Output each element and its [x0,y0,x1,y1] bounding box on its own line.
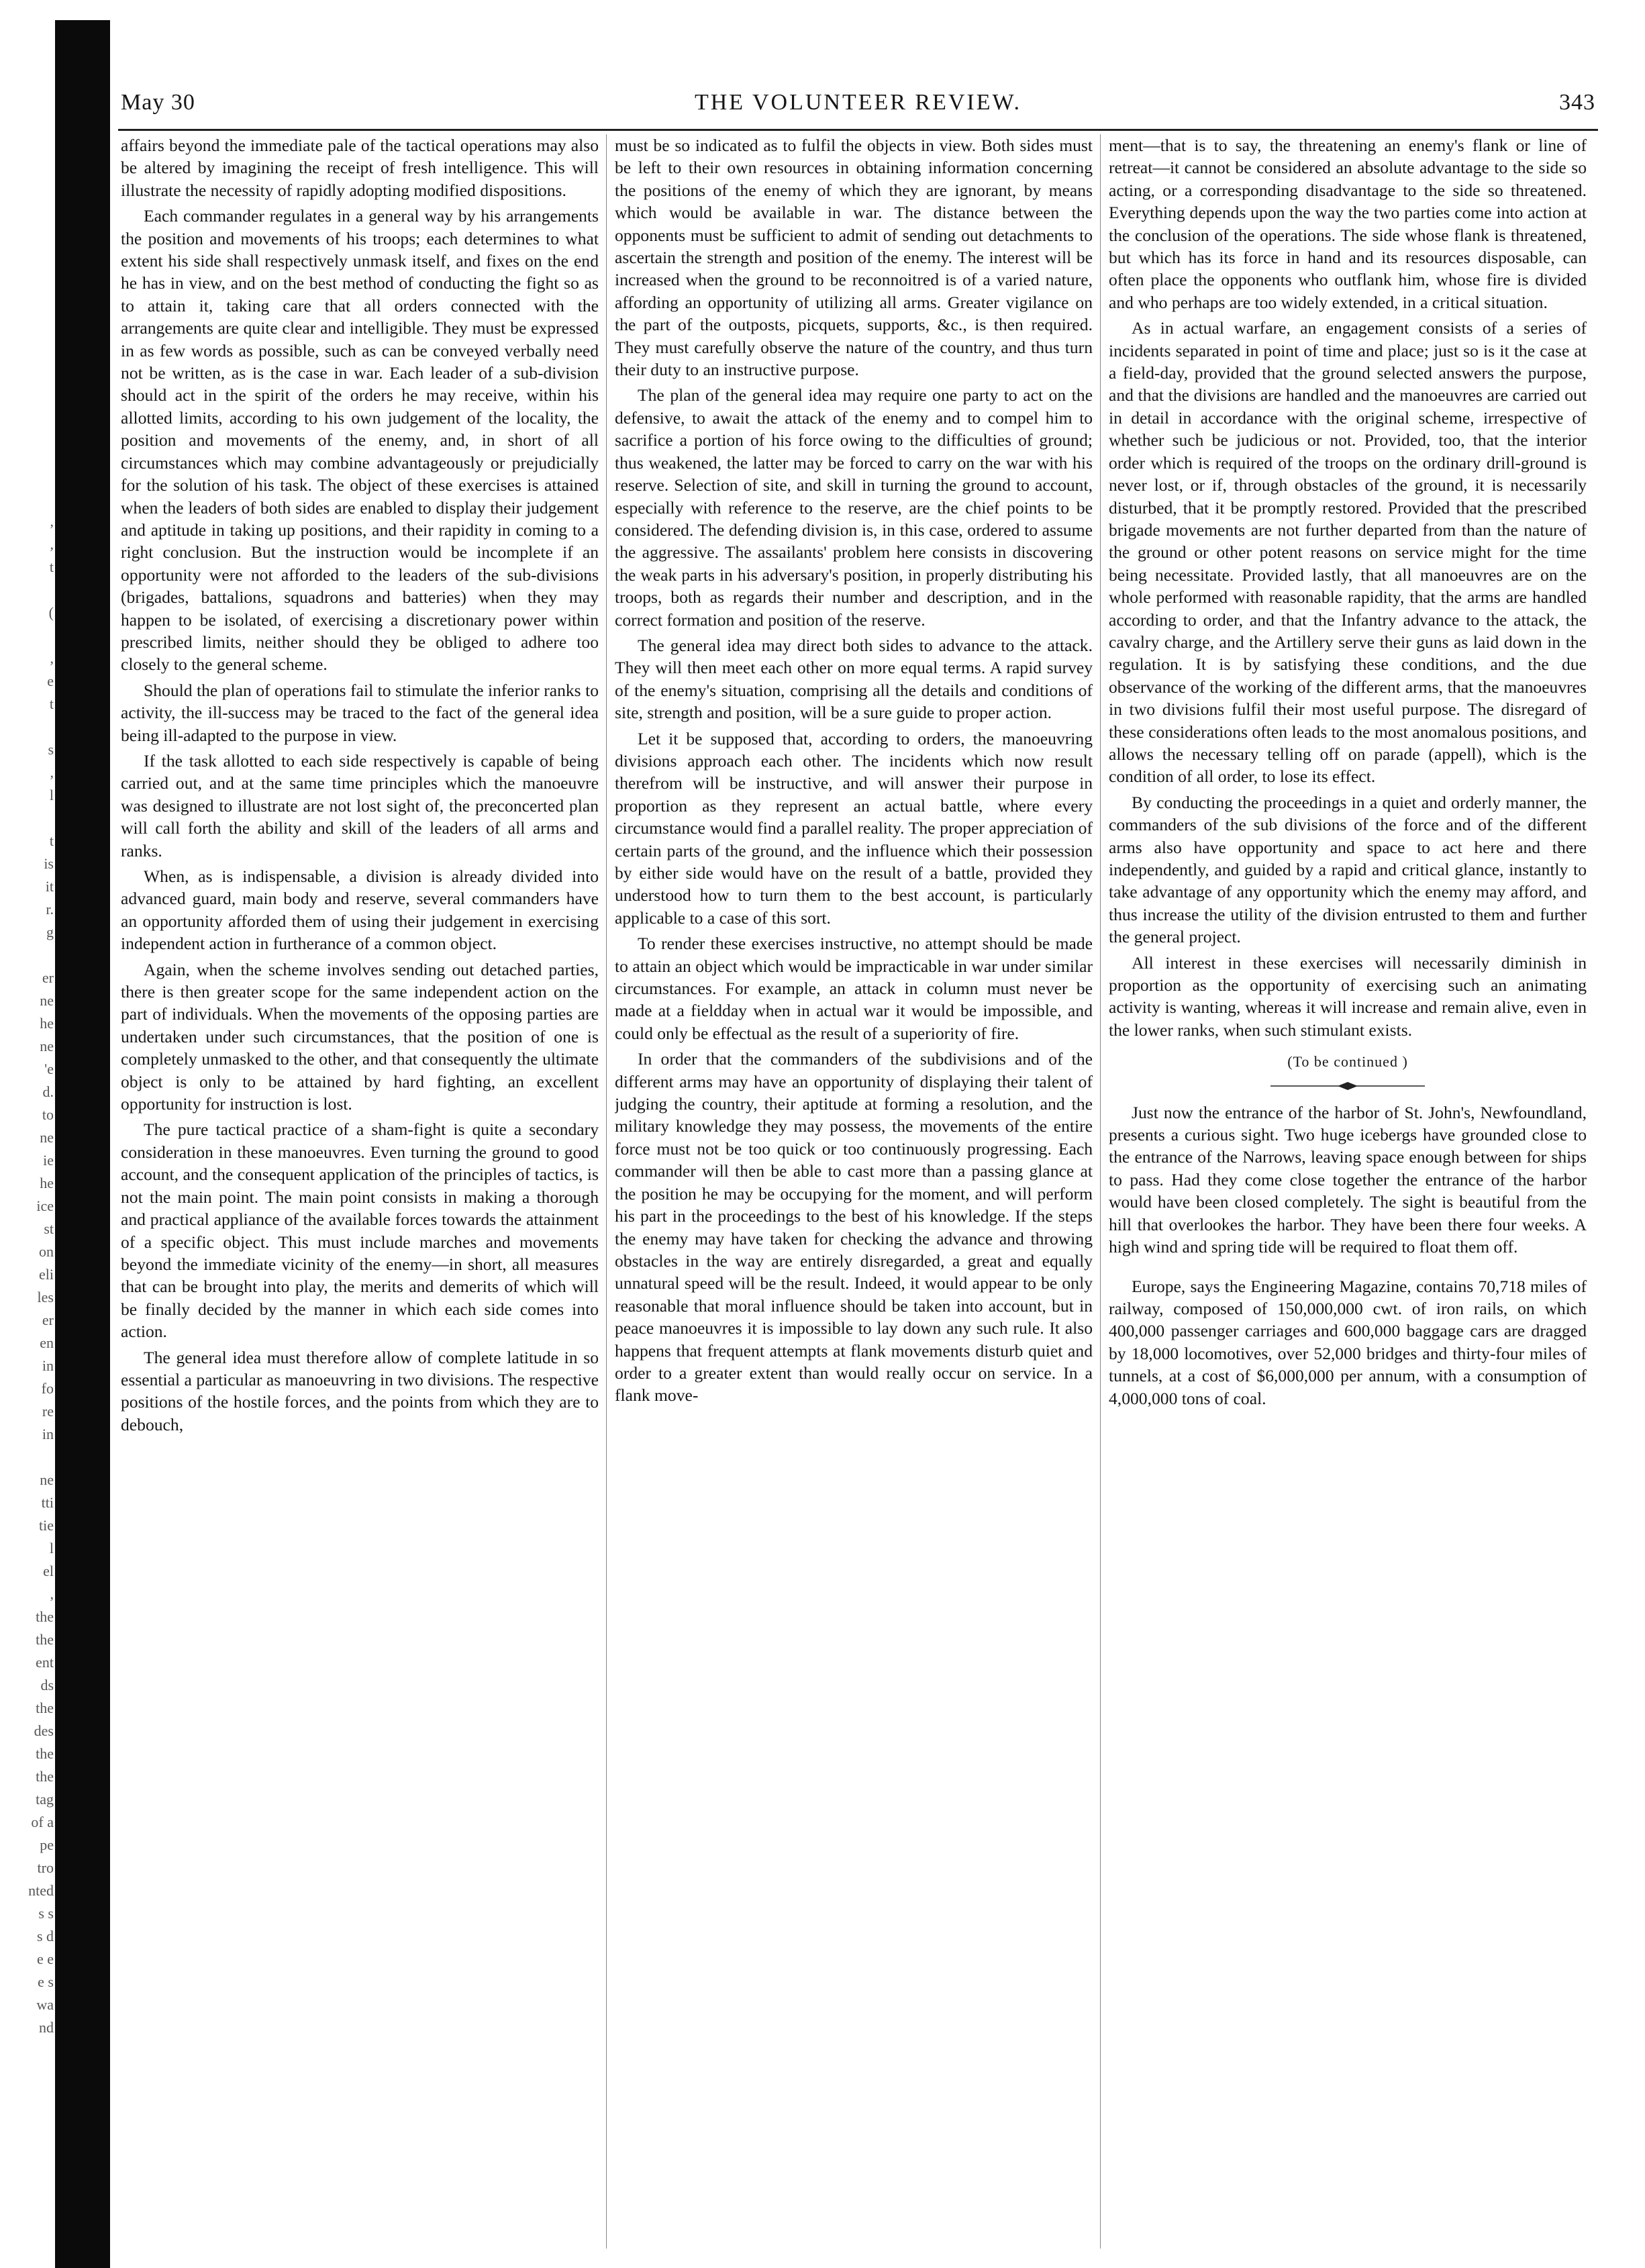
paragraph: Again, when the scheme involves sending out detached parties, there is then greater scope for the same independent action on the part of individuals. When the movements of the opposing parties are undertaken under such circumstances, that the position of one is completely unmasked to the other, and that consequently the ultimate object is only to be attained by hard fighting, an excellent opportunity for instruction is lost. [121,959,599,1114]
running-header [118,86,1598,126]
paragraph: must be so indicated as to fulfil the objects in view. Both sides must be left to their own resources in obtaining information concerning the positions of the enemy of which they are ignorant, by means which would be available in war. The distance between the opponents must be sufficient to admit of sending out detachments to ascertain the strength and position of the enemy. The interest will be increased when the ground to be reconnoitred is of a varied nature, affording an opportunity of utilizing all arms. Greater vigilance on the part of the outposts, picquets, supports, &c., is then required. They must carefully observe the nature of the country, and thus turn their duty to an instructive purpose. [615,136,1093,380]
header-rule [118,129,1598,131]
binding-edge [55,20,110,2268]
news-item: Europe, says the Engineering Magazine, contains 70,718 miles of railway, composed of 150,000,000 cwt. of iron rails, on which 400,000 passenger carriages and 600,000 baggage cars are dragged by 18,000 locomotives, over 52,000 bridges and thirty-four miles of tunnels, at a cost of $6,000,000 per annum, with a consumption of 4,000,000 tons of coal. [1109,1276,1587,1408]
paragraph: When, as is indispensable, a division is already divided into advanced guard, main body and reserve, several commanders have an opportunity afforded them of using their judgement in exercising independent action in furtherance of a common object. [121,867,599,954]
section-divider-ornament [1270,1080,1425,1092]
page-number: 343 [1559,90,1595,115]
news-item: Just now the entrance of the harbor of St. John's, Newfoundland, presents a curious sight. Two huge icebergs have grounded close to the entrance of the Narrows, leaving space enough between for ships to pass. Had they come close together the entrance of the harbor would have been closed completely. The sight is beautiful from the hill that overlookes the harbor. They have been there four weeks. A high wind and spring tide will be required to float them off. [1109,1102,1587,1257]
paragraph: All interest in these exercises will necessarily diminish in proportion as the opportunity of exercising such an animating activity is wanting, whereas it will increase and remain alive, even in the lower ranks, when such stimulant exists. [1109,952,1587,1040]
paragraph: The general idea may direct both sides to advance to the attack. They will then meet each other on more equal terms. A rapid survey of the enemy's situation, comprising all the details and conditions of site, strength and position, will be a sure guide to proper action. [615,635,1093,723]
column-divider [1100,134,1101,2249]
paragraph: To render these exercises instructive, no attempt should be made to attain an object which would be impracticable in war under similar circumstances. For example, an attack in column must never be made at a fieldday when in actual war it would be impossible, and could only be effectual as the result of a superiority of fire. [615,934,1093,1043]
paragraph: If the task allotted to each side respectively is capable of being carried out, and at the same time principles which the manoeuvre was designed to illustrate are not lost sight of, the preconcerted plan will call forth the ability and skill of the leaders of all arms and ranks. [121,750,599,860]
paragraph: The general idea must therefore allow of complete latitude in so essential a particular as manoeuvring in two divisions. The respective positions of the hostile forces, and the points from which they are to debouch, [121,1347,599,1434]
column-2 [615,134,1093,2255]
paragraph: Each commander regulates in a general way by his arrangements the position and movements of his troops; each determines to what extent his side shall respectively unmask itself, and fixes on the end he has in view, and on the best method of conducting the fight so as to attain it, taking care that all orders connected with the arrangements are quite clear and intelligible. They must be expressed in as few words as possible, such as can be conveyed verbally need not be written, as is the case in war. Each leader of a sub-division should act in the spirit of the orders he may receive, within his allotted limits, according to his own judgement of the locality, the position and movements of the enemy, and, in short of all circumstances which may combine advantageously or prejudicially for the solution of his task. The object of these exercises is attained when the leaders of both sides are enabled to display their judgement and aptitude in taking up positions, and their rapidity in coming to a right conclusion. But the instruction would be incomplete if an opportunity were not afforded to the leaders of the sub-divisions (brigades, battalions, squadrons and batteries) when they may happen to be isolated, of exercising a discretionary power within prescribed limits, neither should they be obliged to adhere too closely to the general scheme. [121,206,599,675]
paragraph: Let it be supposed that, according to orders, the manoeuvring divisions approach each other. The incidents which now result therefrom will be instructive, and will answer their purpose in proportion as they represent an actual battle, where every circumstance would find a parallel reality. The proper appreciation of certain parts of the ground, and the influence which their possession by either side would have on the result of a battle, provided they understood how to turn them to the best account, is particularly applicable to a case of this sort. [615,728,1093,928]
paragraph: In order that the commanders of the subdivisions and of the different arms may have an opportunity of displaying their talent of judging the country, their aptitude at forming a resolution, and the military knowledge they may possess, the movements of the entire force must not be too quick or too continuously progressing. Each commander will then be able to cast more than a passing glance at the position he may be occupying for the moment, and will perform his part in the proceedings to the best of his knowledge. If the steps the enemy may have taken for checking the advance and throwing obstacles in the way are entirely disregarded, a great and equally unnatural speed will be the result. Indeed, it would appear to be only reasonable that moral influence should be taken into account, but in peace manoeuvres it is impossible to lay down any such rule. It also happens that frequent attempts at flank movements disturb quiet and order to a greater extent than would really occur on service. In a flank move- [615,1049,1093,1406]
column-divider [606,134,607,2249]
paragraph: ment—that is to say, the threatening an enemy's flank or line of retreat—it cannot be considered an absolute advantage to the side so acting, or a corresponding disadvantage to the side so threatened. Everything depends upon the way the two parties come into action at the conclusion of the operations. The side whose flank is threatened, but which has its force in hand and its resources disposable, can often place the opponents who outflank him, whose fire is divided and who perhaps are too widely extended, in a critical situation. [1109,136,1587,312]
header-date: May 30 [121,90,195,115]
to-be-continued-note: (To be continued ) [1287,1053,1408,1071]
column-3 [1109,134,1587,2255]
column-1 [121,134,599,2255]
spacer [1109,1262,1587,1275]
paragraph: By conducting the proceedings in a quiet and orderly manner, the commanders of the sub divisions of the force and of the different arms also have opportunity and space to act here and there independently, and guided by a rapid and critical glance, instantly to take advantage of any opportunity which the enemy may afford, and thus increase the utility of the division entrusted to them and further the general project. [1109,792,1587,947]
header-title: THE VOLUNTEER REVIEW. [694,90,1021,115]
paragraph: The pure tactical practice of a sham-fight is quite a secondary consideration in these manoeuvres. Even turning the ground to good account, and the consequent application of the principles of tactics, is not the main point. The main point consists in making a thorough and practical appliance of the available forces towards the attainment of a specific object. This must include marches and movements beyond the immediate vicinity of the enemy—in short, all measures that can be brought into play, the merits and demerits of which will be finally decided by the manner in which each side comes into action. [121,1120,599,1342]
paragraph: affairs beyond the immediate pale of the tactical operations may also be altered by imagining the receipt of fresh intelligence. This will illustrate the necessity of rapidly adopting modified dispositions. [121,136,599,200]
paragraph: As in actual warfare, an engagement consists of a series of incidents separated in point of time and place; just so is it the case at a field-day, provided that the ground selected answers the purpose, and that the divisions are handled and the manoeuvres are carried out in detail in accordance with the original scheme, irrespective of whether such be judicious or not. Provided, too, that the interior order which is required of the troops on the ordinary drill-ground is never lost, or if, through obstacles of the ground, it is necessarily disturbed, that it be promptly restored. Provided that the prescribed brigade movements are not further departed from than the nature of the ground or other potent reasons on service might for the time being necessitate. Provided lastly, that all manoeuvres are on the whole performed with reasonable rapidity, that the arms are handled according to order, and that the Infantry advance to the attack, the cavalry charge, and the Artillery serve their guns as laid down in the regulation. It is by satisfying these conditions, and the due observance of the working of the different arms, that the manoeuvres in two divisions fulfil their most useful purpose. The disregard of these considerations often leads to the most anomalous positions, and allows the necessary telling off on parade (appell), which is the condition of all order, to lose its effect. [1109,318,1587,787]
paragraph: The plan of the general idea may require one party to act on the defensive, to await the attack of the enemy and to compel him to sacrifice a portion of his force owing to the difficulties of ground; thus weakened, the latter may be forced to carry on the war with his reserve. Selection of site, and skill in turning the ground to account, especially with reference to the reserve, are the chief points to be considered. The defending division is, in this case, ordered to assume the aggressive. The assailants' problem here consists in discovering the weak parts in his adversary's position, in properly distributing his troops, both as regards their number and description, and in the correct formation and position of the reserve. [615,385,1093,630]
paragraph: Should the plan of operations fail to stimulate the inferior ranks to activity, the ill-success may be traced to the fact of the general idea being ill-adapted to the purpose in view. [121,680,599,745]
adjacent-page-fragments: , , t ( , e t s , l t is it r. g er ne he ne 'e d. to ne ie he ice st on eli les er en in fo re in ne tti tie l el , the the ent ds the des the the tag of a pe tro nted s s s d e e e s wa nd [28,513,54,2036]
